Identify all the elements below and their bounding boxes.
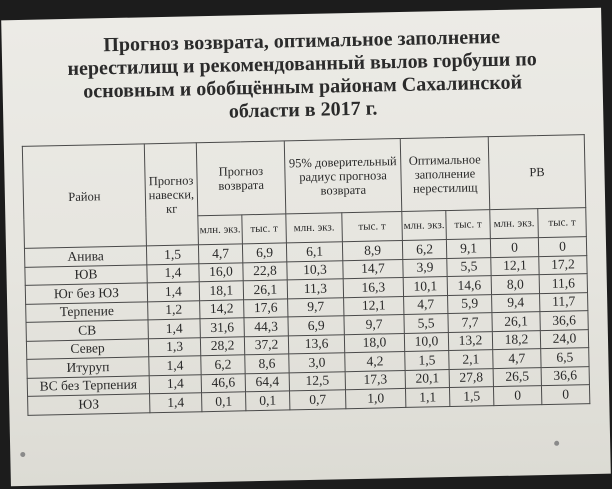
value-cell: 0,7 — [290, 390, 346, 410]
value-cell: 13,2 — [448, 331, 492, 350]
district-name-cell: Юг без ЮЗ — [25, 283, 147, 304]
district-name-cell: Север — [26, 338, 148, 359]
value-cell: 6,5 — [541, 348, 589, 368]
value-cell: 12,1 — [491, 256, 539, 276]
value-cell: 1,3 — [148, 337, 200, 357]
value-cell: 0 — [541, 385, 589, 405]
value-cell: 36,6 — [541, 366, 589, 386]
value-cell: 18,2 — [492, 330, 540, 350]
value-cell: 37,2 — [244, 335, 288, 354]
value-cell: 1,4 — [149, 356, 201, 376]
district-name-cell: Анива — [24, 246, 146, 267]
header-confidence: 95% доверительный радиус прогноза возврата — [284, 139, 402, 214]
subheader-thou: тыс. т — [342, 211, 403, 241]
value-cell: 5,5 — [404, 314, 448, 333]
value-cell: 14,2 — [200, 299, 244, 318]
value-cell: 12,1 — [344, 296, 404, 316]
forecast-table — [22, 134, 591, 415]
value-cell: 46,6 — [201, 373, 245, 392]
value-cell: 1,4 — [148, 319, 200, 339]
value-cell: 8,6 — [245, 354, 289, 373]
value-cell: 5,5 — [447, 257, 491, 276]
value-cell: 22,8 — [243, 261, 287, 280]
title-line: Прогноз возврата, оптимальное заполнение — [103, 25, 501, 57]
value-cell: 4,2 — [345, 351, 405, 371]
value-cell: 17,3 — [345, 370, 405, 390]
value-cell: 36,6 — [540, 311, 588, 331]
value-cell: 18,0 — [344, 333, 404, 353]
slide-title — [42, 25, 564, 128]
value-cell: 5,9 — [448, 294, 492, 313]
value-cell: 31,6 — [200, 318, 244, 337]
value-cell: 3,9 — [403, 258, 447, 277]
value-cell: 0,1 — [202, 392, 246, 411]
district-name-cell: Итуруп — [27, 357, 149, 378]
value-cell: 1,1 — [405, 388, 449, 407]
value-cell: 9,7 — [288, 297, 344, 317]
value-cell: 8,0 — [491, 275, 539, 295]
value-cell: 12,5 — [289, 371, 345, 391]
subheader-thou: тыс. т — [538, 208, 587, 238]
value-cell: 1,2 — [148, 300, 200, 320]
value-cell: 24,0 — [540, 329, 588, 349]
district-name-cell: ЮВ — [25, 264, 147, 285]
value-cell: 20,1 — [405, 369, 449, 388]
value-cell: 1,5 — [146, 245, 198, 265]
table-body — [24, 237, 589, 415]
title-line: нерестилищ и рекомендованный вылов горбуши по — [67, 48, 538, 80]
value-cell: 8,9 — [342, 240, 402, 260]
value-cell: 0,1 — [246, 391, 290, 410]
title-line: основным и обобщённым районам Сахалинской — [83, 71, 523, 103]
header-district: Район — [22, 144, 146, 249]
subheader-mln: млн. экз. — [490, 209, 539, 239]
subheader-mln: млн. экз. — [402, 211, 447, 241]
value-cell: 1,0 — [346, 388, 406, 408]
value-cell: 11,3 — [287, 279, 343, 299]
value-cell: 10,3 — [287, 260, 343, 280]
value-cell: 1,4 — [149, 374, 201, 394]
value-cell: 6,1 — [286, 242, 342, 262]
header-rv: РВ — [488, 135, 586, 210]
value-cell: 18,1 — [199, 281, 243, 300]
district-name-cell: ЮЗ — [28, 394, 150, 415]
value-cell: 6,9 — [288, 316, 344, 336]
value-cell: 17,2 — [539, 255, 587, 275]
value-cell: 0 — [490, 238, 538, 258]
value-cell: 13,6 — [288, 334, 344, 354]
district-name-cell: ВС без Терпения — [27, 375, 149, 396]
subheader-mln: млн. экз. — [198, 215, 243, 245]
value-cell: 14,6 — [447, 276, 491, 295]
title-line: области в 2017 г. — [228, 97, 378, 123]
subheader-thou: тыс. т — [446, 210, 491, 240]
header-optimal: Оптимальное заполнение нерестилищ — [400, 137, 490, 212]
value-cell: 26,5 — [493, 367, 541, 387]
presentation-slide — [1, 8, 611, 486]
value-cell: 16,3 — [343, 277, 403, 297]
header-forecast-load: Прогноз навески, кг — [144, 143, 198, 246]
value-cell: 1,5 — [405, 351, 449, 370]
value-cell: 14,7 — [343, 259, 403, 279]
value-cell: 0 — [493, 386, 541, 406]
value-cell: 10,0 — [404, 332, 448, 351]
value-cell: 7,7 — [448, 313, 492, 332]
value-cell: 11,7 — [540, 292, 588, 312]
value-cell: 6,9 — [242, 243, 286, 262]
subheader-thou: тыс. т — [242, 214, 287, 244]
value-cell: 3,0 — [289, 353, 345, 373]
value-cell: 9,4 — [492, 293, 540, 313]
value-cell: 4,7 — [493, 349, 541, 369]
value-cell: 64,4 — [245, 372, 289, 391]
value-cell: 6,2 — [402, 240, 446, 259]
value-cell: 28,2 — [200, 336, 244, 355]
subheader-mln: млн. экз. — [286, 213, 343, 243]
value-cell: 1,4 — [150, 393, 202, 413]
value-cell: 9,7 — [344, 314, 404, 334]
value-cell: 6,2 — [201, 355, 245, 374]
slide-dot — [554, 441, 559, 446]
value-cell: 10,1 — [403, 277, 447, 296]
value-cell: 44,3 — [244, 317, 288, 336]
value-cell: 26,1 — [243, 280, 287, 299]
district-name-cell: Терпение — [26, 301, 148, 322]
district-name-cell: СВ — [26, 320, 148, 341]
slide-dot — [20, 452, 25, 457]
value-cell: 4,7 — [404, 295, 448, 314]
value-cell: 4,7 — [198, 244, 242, 263]
value-cell: 27,8 — [449, 368, 493, 387]
value-cell: 1,4 — [147, 282, 199, 302]
value-cell: 1,4 — [147, 263, 199, 283]
value-cell: 17,6 — [244, 298, 288, 317]
value-cell: 0 — [538, 237, 586, 257]
value-cell: 9,1 — [446, 239, 490, 258]
value-cell: 16,0 — [199, 262, 243, 281]
value-cell: 1,5 — [449, 387, 493, 406]
value-cell: 2,1 — [449, 350, 493, 369]
value-cell: 11,6 — [539, 274, 587, 294]
header-forecast-return: Прогноз возврата — [196, 141, 286, 216]
value-cell: 26,1 — [492, 312, 540, 332]
